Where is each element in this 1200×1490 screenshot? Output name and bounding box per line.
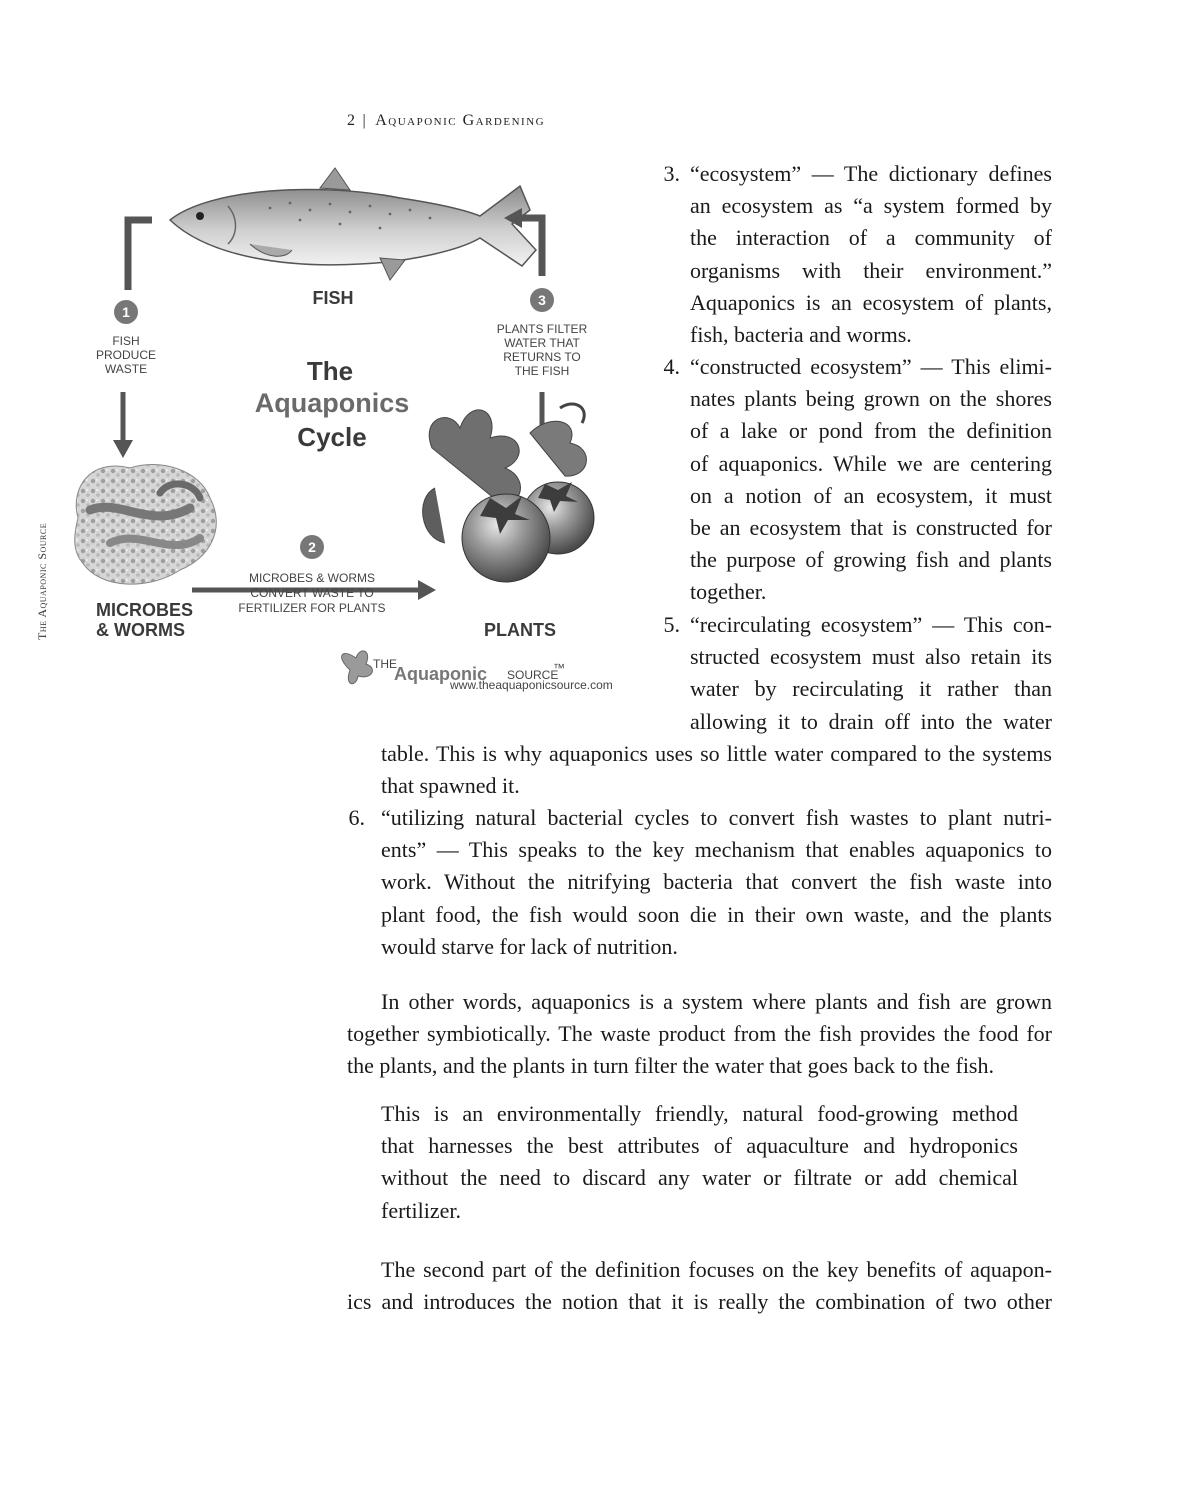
item-4-line: of aquaponics. While we are centering <box>690 450 1052 476</box>
logo-source: SOURCE <box>507 668 559 682</box>
fish-illustration <box>170 168 536 280</box>
step-2-text-line2: CONVERT WASTE TO <box>250 586 374 600</box>
side-credit: The Aquaponic Source <box>35 522 49 640</box>
item-6-line: plant food, the fish would soon die in their own waste, and the plants <box>381 901 1052 927</box>
paragraph-summary <box>347 986 1052 1083</box>
item-6-line: “utilizing natural bacterial cycles to convert fish wastes to plant nutri- <box>381 805 1052 830</box>
book-title: Aquaponic Gardening <box>375 112 546 129</box>
item-3-line: “ecosystem” — The dictionary defines <box>690 161 1052 186</box>
quote-line: This is an environmentally friendly, natural food-growing method <box>381 1101 1018 1126</box>
microbes-label-line2: & WORMS <box>96 620 185 640</box>
step-1-badge <box>114 300 138 324</box>
item-6-line: ents” — This speaks to the key mechanism that enables aquaponics to <box>381 837 1052 863</box>
item-4-number: 4. <box>663 354 680 379</box>
item-4-line: nates plants being grown on the shores <box>690 386 1052 412</box>
item-5-line: structed ecosystem must also retain its <box>690 644 1052 670</box>
step-2-badge <box>300 535 324 559</box>
step-3-text-line1: PLANTS FILTER <box>496 322 588 336</box>
cycle-title-line1: The <box>306 356 354 386</box>
paragraph-line: ics and introduces the notion that it is really the combination of two other <box>347 1289 1052 1315</box>
item-5-line: allowing it to drain off into the water <box>690 708 1052 734</box>
item-6-line: work. Without the nitrifying bacteria that convert the fish waste into <box>381 869 1052 895</box>
cycle-title-line3: Cycle <box>297 422 367 452</box>
item-4-line: “constructed ecosystem” — This elimi- <box>690 354 1052 379</box>
item-6-line: would starve for lack of nutrition. <box>381 933 678 959</box>
logo-the: THE <box>373 657 397 671</box>
cycle-diagram <box>60 158 640 718</box>
item-3-line: fish, bacteria and worms. <box>690 322 912 348</box>
item-5-line: that spawned it. <box>381 773 520 799</box>
item-3-line: Aquaponics is an ecosystem of plants, <box>690 289 1052 315</box>
quote-line: that harnesses the best attributes of aquaculture and hydroponics <box>381 1133 1018 1159</box>
step-3-badge <box>530 288 554 312</box>
block-quote <box>381 1098 1018 1227</box>
paragraph-line: together symbiotically. The waste product from the fish provides the food for <box>347 1021 1052 1047</box>
aquaponics-cycle-figure <box>60 158 640 718</box>
item-4-line: together. <box>690 579 767 605</box>
item-3-line: an ecosystem as “a system formed by <box>690 193 1052 219</box>
item-5-line: “recirculating ecosystem” — This con- <box>690 612 1052 637</box>
plants-label: PLANTS <box>484 620 556 640</box>
item-3-number: 3. <box>663 161 680 186</box>
quote-line: without the need to discard any water or filtrate or add chemical <box>381 1165 1018 1191</box>
step-3-number: 3 <box>538 292 546 308</box>
step-1-text-line2: PRODUCE <box>95 348 157 362</box>
item-3-line: the interaction of a community of <box>690 225 1052 251</box>
paragraph-line: In other words, aquaponics is a system where plants and fish are grown <box>381 989 1052 1014</box>
step-3-text-line4: THE FISH <box>514 364 570 378</box>
cycle-title-line2: Aquaponics <box>254 388 410 418</box>
paragraph-benefits <box>347 1254 1052 1318</box>
list-item-5-continued <box>381 738 1052 802</box>
step-3-text-line3: RETURNS TO <box>503 350 581 364</box>
paragraph-line: The second part of the definition focuses on the key benefits of aquapon- <box>381 1257 1052 1282</box>
paragraph-line: the plants, and the plants in turn filter the water that goes back to the fish. <box>347 1053 994 1079</box>
step-2-text-line3: FERTILIZER FOR PLANTS <box>238 601 386 615</box>
plants-illustration <box>423 404 594 582</box>
microbes-worms-illustration <box>75 465 217 585</box>
step-1-number: 1 <box>122 304 130 320</box>
quote-line: fertilizer. <box>381 1197 462 1223</box>
header-separator: | <box>362 112 368 129</box>
item-6-number: 6. <box>348 805 365 830</box>
list-item-4 <box>690 351 1052 609</box>
step-3-text-line2: WATER THAT <box>504 336 580 350</box>
item-4-line: the purpose of growing fish and plants <box>690 547 1052 573</box>
item-4-line: be an ecosystem that is constructed for <box>690 515 1052 541</box>
microbes-label-line1: MICROBES <box>96 600 194 620</box>
page-number: 2 <box>347 112 357 129</box>
item-3-line: organisms with their environment.” <box>690 257 1052 283</box>
step-2-number: 2 <box>308 539 316 555</box>
logo-url: www.theaquaponicsource.com <box>450 678 613 692</box>
aquaponic-source-logo <box>342 651 613 692</box>
item-5-number: 5. <box>663 612 680 637</box>
step-1-text-line1: FISH <box>112 334 140 348</box>
item-5-line: water by recirculating it rather than <box>690 676 1052 702</box>
step-1-text-line3: WASTE <box>104 362 148 376</box>
item-4-line: of a lake or pond from the definition <box>690 418 1052 444</box>
item-5-line: table. This is why aquaponics uses so little water compared to the systems <box>381 741 1052 766</box>
list-item-3 <box>690 158 1052 351</box>
logo-name: Aquaponic <box>394 664 487 684</box>
logo-tm: ™ <box>553 661 565 675</box>
step-2-text-line1: MICROBES & WORMS <box>248 571 376 585</box>
list-item-6 <box>381 802 1052 963</box>
fish-label: FISH <box>312 288 354 308</box>
list-item-5 <box>690 609 1052 738</box>
item-4-line: on a notion of an ecosystem, it must <box>690 482 1052 508</box>
running-header <box>347 112 545 130</box>
